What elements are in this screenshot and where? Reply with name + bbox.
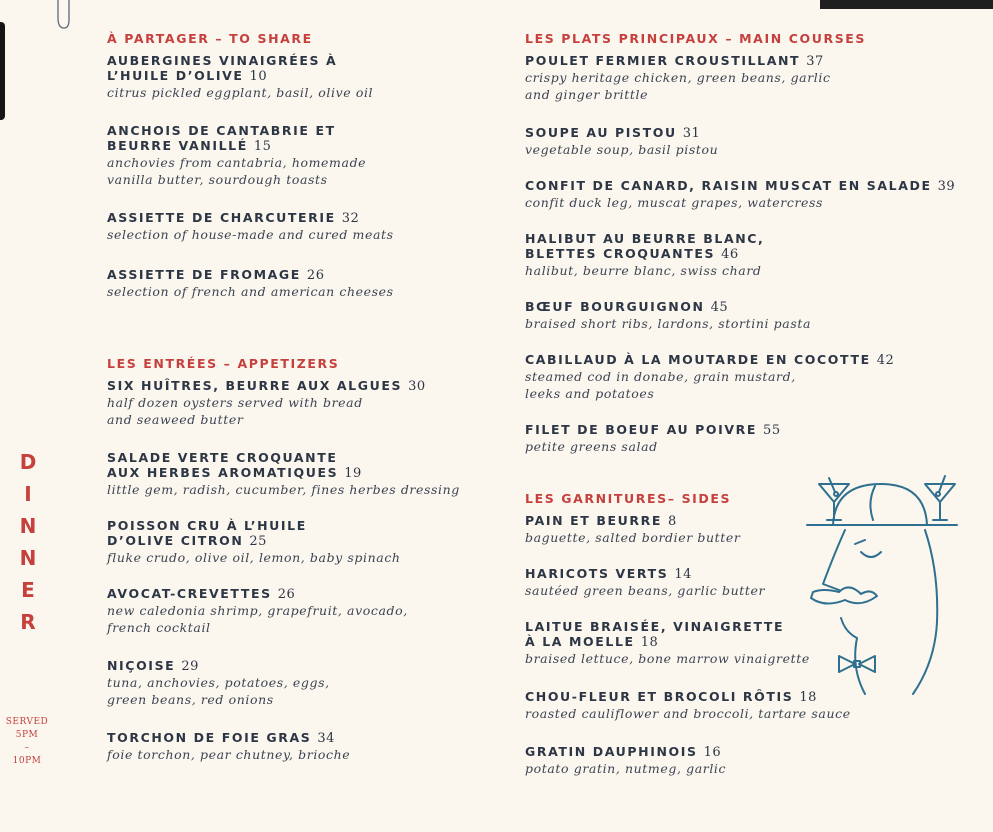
paper-clip-icon [54,0,72,32]
item-description: selection of house-made and cured meats [107,227,394,242]
item-name: BŒUF BOURGUIGNON 45 [525,299,729,315]
served-end: 10PM [12,756,42,766]
item-name: À LA MOELLE 18 [525,634,659,650]
item-price: 34 [317,731,335,746]
item-name: BEURRE VANILLÉ 15 [107,138,272,154]
item-price: 18 [799,690,817,705]
top-bar [0,0,993,10]
item-name: NIÇOISE 29 [107,658,199,674]
menu-item [107,267,497,300]
item-description: baguette, salted bordier butter [525,530,741,545]
item-description: green beans, red onions [107,692,274,707]
menu-item [107,450,497,498]
item-description: citrus pickled eggplant, basil, olive oil [107,85,374,100]
served-label: SERVED [5,717,49,727]
item-name: AVOCAT-CREVETTES 26 [107,586,296,602]
section-title-entrees: LES ENTRÉES – APPETIZERS [107,356,340,371]
served-start: 5PM [15,730,39,740]
dinner-letter: N [19,546,37,570]
item-name: AUX HERBES AROMATIQUES 19 [107,465,362,481]
item-description: french cocktail [107,620,211,635]
item-name: AUBERGINES VINAIGRÉES À [107,53,338,68]
item-price: 26 [277,587,296,602]
item-price: 45 [710,300,729,315]
item-price: 19 [344,466,362,481]
item-description: steamed cod in donabe, grain mustard, [525,369,796,384]
item-name: CONFIT DE CANARD, RAISIN MUSCAT EN SALADE 39 [525,178,956,194]
item-description: sautéed green beans, garlic butter [525,583,766,598]
menu-item [107,123,497,188]
dinner-letter: E [21,578,35,602]
item-price: 39 [937,179,956,194]
item-price: 26 [306,268,325,283]
item-description: leeks and potatoes [525,386,655,401]
served-hours [2,716,52,768]
item-price: 30 [408,379,426,394]
item-price: 25 [249,534,267,549]
left-column [107,31,497,763]
item-description: braised lettuce, bone marrow vinaigrette [525,651,810,666]
menu-item [525,125,985,158]
item-price: 31 [682,126,701,141]
top-bar-dark-strip [820,0,993,9]
item-name: ASSIETTE DE FROMAGE 26 [107,267,325,283]
item-name: L’HUILE D’OLIVE 10 [107,68,268,84]
menu-item [107,658,497,708]
menu-item [107,210,497,243]
menu-item [107,518,497,566]
item-description: vanilla butter, sourdough toasts [107,172,328,187]
item-price: 46 [721,247,739,262]
item-name: TORCHON DE FOIE GRAS 34 [107,730,335,746]
item-name: ASSIETTE DE CHARCUTERIE 32 [107,210,360,226]
item-name: GRATIN DAUPHINOIS 16 [525,744,722,760]
dinner-letter: N [19,514,37,538]
item-description: halibut, beurre blanc, swiss chard [525,263,762,278]
item-price: 42 [876,353,895,368]
item-name: POULET FERMIER CROUSTILLANT 37 [525,53,824,69]
item-description: and ginger brittle [525,87,649,102]
menu-item [107,378,497,428]
item-name: LAITUE BRAISÉE, VINAIGRETTE [525,619,785,634]
item-description: crispy heritage chicken, green beans, garlic [525,70,831,85]
item-description: anchovies from cantabria, homemade [107,155,367,170]
section-title-mains: LES PLATS PRINCIPAUX – MAIN COURSES [525,31,867,46]
item-description: potato gratin, nutmeg, garlic [525,761,727,776]
item-description: little gem, radish, cucumber, fines herbes dressing [107,482,460,497]
item-description: selection of french and american cheeses [107,284,394,299]
item-description: and seaweed butter [107,412,244,427]
menu-item [525,178,985,211]
dinner-letter: D [19,450,37,474]
menu-item [525,231,985,279]
item-price: 29 [181,659,199,674]
item-name: CHOU-FLEUR ET BROCOLI RÔTIS 18 [525,689,817,705]
item-description: vegetable soup, basil pistou [525,142,719,157]
item-name: HALIBUT AU BEURRE BLANC, [525,231,765,246]
left-edge-tab [0,22,5,120]
item-name: ANCHOIS DE CANTABRIE ET [107,123,336,138]
item-name: FILET DE BOEUF AU POIVRE 55 [525,422,781,438]
item-name: CABILLAUD À LA MOUTARDE EN COCOTTE 42 [525,352,895,368]
waiter-illustration-icon [805,472,965,702]
menu-item [525,744,985,777]
item-name: SIX HUÎTRES, BEURRE AUX ALGUES 30 [107,378,426,394]
menu-item [525,422,985,455]
menu-item [525,352,985,402]
item-description: fluke crudo, olive oil, lemon, baby spinach [107,550,401,565]
served-dash: – [24,743,30,753]
item-description: petite greens salad [525,439,658,454]
dinner-letter: I [24,482,32,506]
item-description: foie torchon, pear chutney, brioche [107,747,351,762]
item-price: 16 [703,745,722,760]
menu-item [107,586,497,636]
item-price: 14 [674,567,692,582]
item-description: new caledonia shrimp, grapefruit, avocado, [107,603,408,618]
dinner-vertical-title [18,446,38,638]
item-description: braised short ribs, lardons, stortini pasta [525,316,812,331]
section-title-share: À PARTAGER – TO SHARE [107,31,313,46]
item-name: SALADE VERTE CROQUANTE [107,450,338,465]
menu-item [525,53,985,103]
item-price: 32 [341,211,360,226]
menu-item [107,53,497,101]
item-name: D’OLIVE CITRON 25 [107,533,267,549]
item-name: HARICOTS VERTS 14 [525,566,692,582]
item-description: half dozen oysters served with bread [107,395,363,410]
section-title-sides: LES GARNITURES– SIDES [525,491,732,506]
item-price: 10 [249,69,268,84]
item-price: 15 [253,139,272,154]
item-name: SOUPE AU PISTOU 31 [525,125,701,141]
menu-item [525,299,985,332]
item-name: POISSON CRU À L’HUILE [107,518,307,533]
item-price: 18 [640,635,659,650]
item-description: confit duck leg, muscat grapes, watercress [525,195,824,210]
menu-item [107,730,497,763]
item-name: BLETTES CROQUANTES 46 [525,246,739,262]
item-description: roasted cauliflower and broccoli, tartare sauce [525,706,851,721]
item-price: 37 [806,54,824,69]
item-name: PAIN ET BEURRE 8 [525,513,677,529]
item-price: 55 [763,423,781,438]
dinner-letter: R [20,610,36,634]
item-description: tuna, anchovies, potatoes, eggs, [107,675,330,690]
item-price: 8 [667,514,677,529]
